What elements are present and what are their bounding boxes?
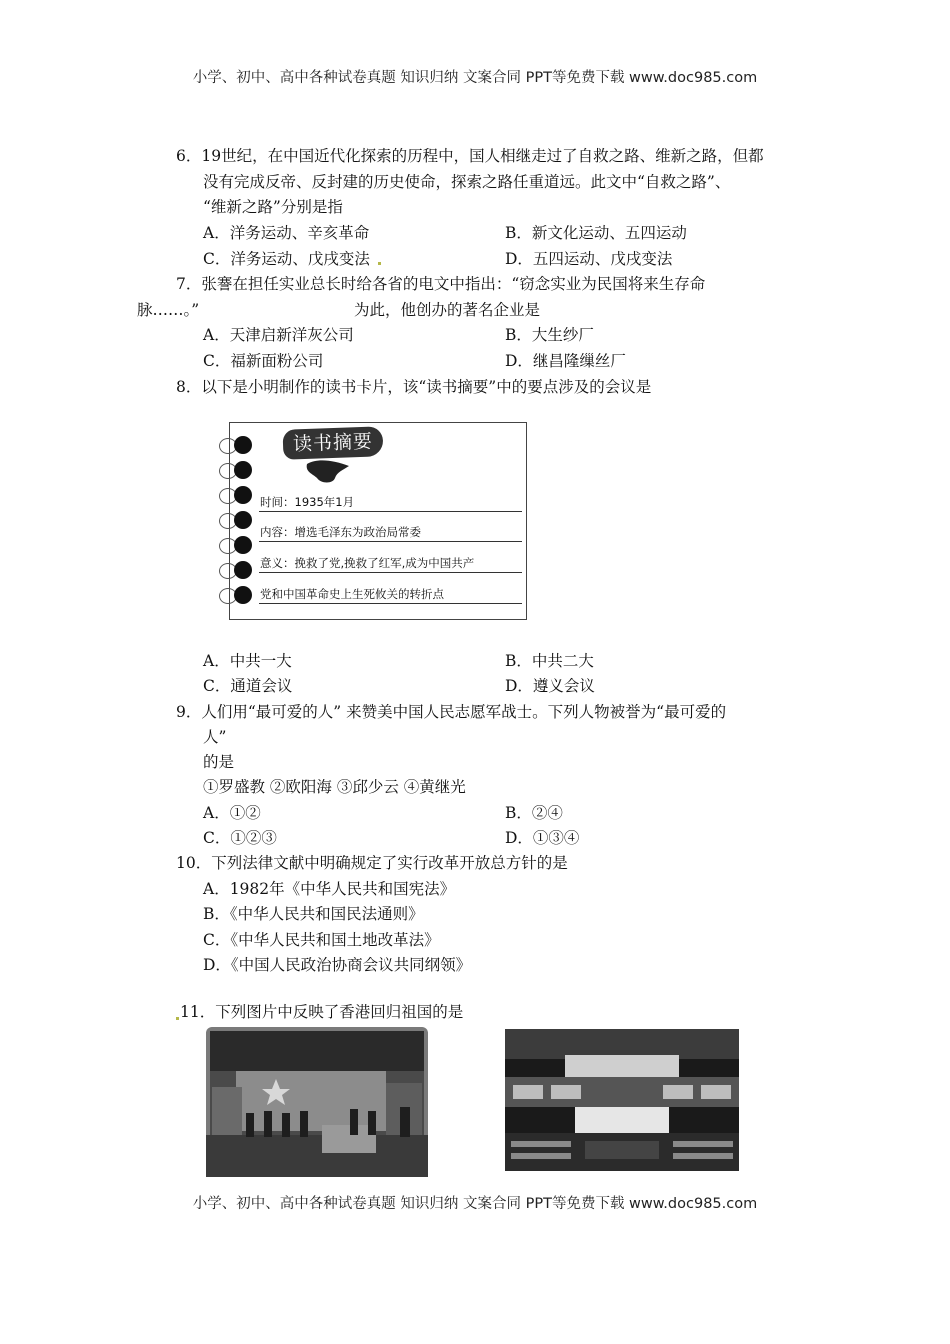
q9-candidates: ①罗盛教 ②欧阳海 ③邱少云 ④黄继光 [203,778,466,796]
binder-hole [234,486,252,504]
page-header: 小学、初中、高中各种试卷真题 知识归纳 文案合同 PPT等免费下载 www.doc985.com [192,70,758,86]
q9-stem-line1: 9．人们用“最可爱的人” 来赞美中国人民志愿军战士。下列人物被誉为“最可爱的 [176,703,727,721]
q6-stem-line3: “维新之路”分别是指 [203,198,343,216]
q10-stem: 10．下列法律文献中明确规定了实行改革开放总方针的是 [176,854,568,872]
q6-option-c: C．洋务运动、戊戌变法 [203,250,370,268]
ink-splash-icon [303,456,355,486]
q7-stem-line1: 7．张謇在担任实业总长时给各省的电文中指出：“窃念实业为民国将来生存命 [176,275,706,293]
q7-option-a: A．天津启新洋灰公司 [203,326,354,344]
decorative-mark [378,262,381,265]
binder-hole [234,536,252,554]
q9-option-a: A．①② [203,804,261,822]
q9-stem-line3: 的是 [203,753,235,771]
q9-option-b: B．②④ [505,804,563,822]
q6-option-b: B．新文化运动、五四运动 [505,224,687,242]
q8-option-b: B．中共二大 [505,652,594,670]
binder-hole [234,561,252,579]
q8-option-c: C．通道会议 [203,677,293,695]
q11-stem: 11．下列图片中反映了香港回归祖国的是 [180,1003,464,1021]
reading-card [207,422,527,622]
q6-option-d: D．五四运动、戊戌变法 [505,250,673,268]
q7-stem-line2b: 为此，他创办的著名企业是 [354,301,541,319]
q6-option-a: A．洋务运动、辛亥革命 [203,224,370,242]
decorative-mark [176,1017,179,1020]
q7-option-d: D．继昌隆缫丝厂 [505,352,626,370]
q8-option-d: D．遵义会议 [505,677,595,695]
binder-hole [234,586,252,604]
q9-option-c: C．①②③ [203,829,277,847]
binder-hole [234,461,252,479]
card-line-significance: 意义：挽救了党,挽救了红军,成为中国共产 [259,555,522,573]
page-footer: 小学、初中、高中各种试卷真题 知识归纳 文案合同 PPT等免费下载 www.doc985.com [192,1196,758,1212]
q10-option-a: A．1982年《中华人民共和国宪法》 [203,880,456,898]
card-line-significance-cont: 党和中国革命史上生死攸关的转折点 [259,586,522,604]
q9-option-d: D．①③④ [505,829,580,847]
q9-stem-line2: 人” [203,728,227,746]
card-line-time: 时间：1935年1月 [259,494,522,512]
binder-hole [234,436,252,454]
historical-photo-ceremony-right [505,1029,739,1171]
q6-stem-line1: 6．19世纪，在中国近代化探索的历程中，国人相继走过了自救之路、维新之路，但都 [176,147,764,165]
card-line-content: 内容：增选毛泽东为政治局常委 [259,524,522,542]
q7-option-c: C．福新面粉公司 [203,352,324,370]
q7-option-b: B．大生纱厂 [505,326,594,344]
q8-option-a: A．中共一大 [203,652,292,670]
q8-stem: 8．以下是小明制作的读书卡片，该“读书摘要”中的要点涉及的会议是 [176,378,652,396]
q10-option-c: C．《中华人民共和国土地改革法》 [203,931,440,949]
q6-stem-line2: 没有完成反帝、反封建的历史使命，探索之路任重道远。此文中“自救之路”、 [203,173,731,191]
binder-hole [234,511,252,529]
q10-option-d: D．《中国人民政治协商会议共同纲领》 [203,956,472,974]
historical-photo-ceremony-left [206,1027,428,1177]
q10-option-b: B．《中华人民共和国民法通则》 [203,905,424,923]
card-title: 读书摘要 [283,426,384,459]
q7-stem-line2a: 脉……。” [137,301,200,319]
